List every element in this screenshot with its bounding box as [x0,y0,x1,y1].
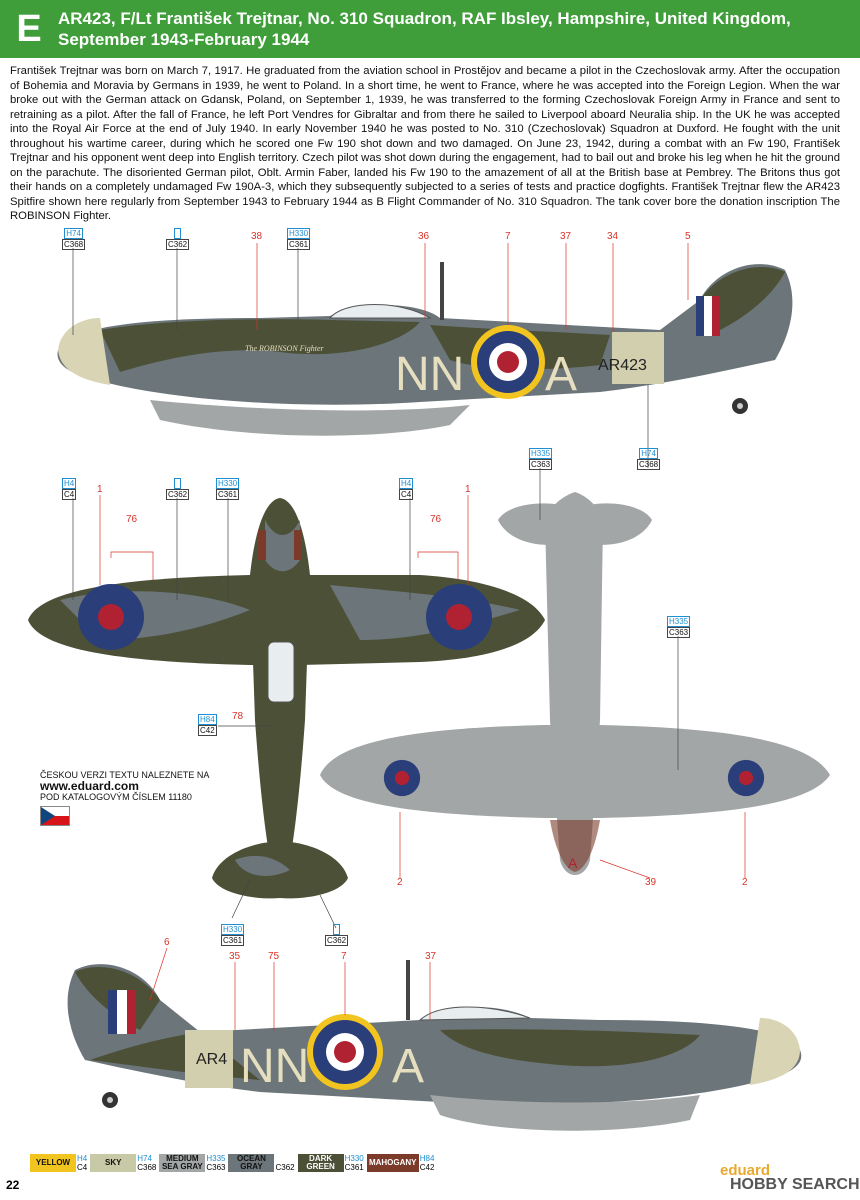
decal-number: 7 [341,951,347,962]
decal-number: 35 [229,951,241,962]
callout-h335-c363: H335 C363 [531,449,551,469]
decal-number: 1 [465,484,471,495]
callout-h330-c361: H330 C361 [289,229,309,249]
legend-chip-mahogany: MAHOGANY H84 C42 [367,1154,436,1172]
decal-number: 1 [97,484,103,495]
tank-inscription: The ROBINSON Fighter [245,344,324,353]
callout-c362: C362 [166,228,189,250]
decal-number: 37 [560,231,572,242]
fuselage-code-left: NN [395,348,465,401]
right-serial: AR4 [196,1051,228,1068]
callout-h335-c363-b: H335 C363 [669,617,689,637]
legend-chip-yellow: YELLOW H4 C4 [30,1154,88,1172]
right-code-left: NN [240,1040,310,1093]
decal-number: 78 [232,711,244,722]
callout-c362-b: C362 [166,478,189,500]
right-side-profile [68,960,802,1131]
czech-note-url[interactable]: www.eduard.com [40,779,139,793]
decal-number: 75 [268,951,280,962]
decal-number: 36 [418,231,430,242]
decal-number: 38 [251,231,263,242]
decal-number: 5 [685,231,691,242]
eduard-logo: eduard [720,1162,771,1179]
scheme-title: AR423, F/Lt František Trejtnar, No. 310 Squadron, RAF Ibsley, Hampshire, United Kingdom, September 1943-February 1944 [58,9,791,49]
legend-chip-ocean-gray: OCEAN GRAY C362 [228,1154,295,1172]
callout-h84-c42: H84 C42 [200,715,215,735]
paint-legend [30,1154,437,1172]
legend-chip-medium-sea-gray: MEDIUM SEA GRAY H335 C363 [159,1154,226,1172]
callout-h4-c4: H4 C4 [64,479,75,499]
czech-flag [40,806,70,826]
callout-c362-c: C362 [325,924,348,946]
scheme-letter: E [16,8,42,50]
czech-note-line2: POD KATALOGOVÝM ČÍSLEM 11180 [40,792,192,802]
decal-number: 2 [397,877,403,888]
decal-number: 76 [126,514,138,525]
legend-chip-dark-green: DARK GREEN H330 C361 [298,1154,365,1172]
czech-version-note [40,770,209,803]
lower-surface-view [320,492,830,875]
callout-h330-c361-b: H330 C361 [218,479,238,499]
decal-number: 76 [430,514,442,525]
decal-number: 34 [607,231,619,242]
pilot-description: František Trejtnar was born on March 7, 1917. He graduated from the aviation school in Prostějov and became a pilot in the Czechoslovak army. After the occupation of Bohemia and Moravia by Germans in 1939, he went to Poland. In a short time, he went to France, where he was accepted into the Foreign Legion. When the war broke out with the German attack on Gdansk, Poland, on September 1, 1939, he was transferred to the forming Czechoslovak Foreign Army in France and sent to retraining as a pilot. After the fall of France, he left Port Vendres for Gibraltar and from there he sailed to Liverpool aboard Neuralia ship. In the UK he was accepted into the Royal Air Force at the end of July 1940. In early November 1940 he was posted to No. 310 (Czechoslovak) Squadron at Duxford. He fought with the unit throughout his wartime career, during which he scored one Fw 190 shot down and two damaged. On June 23, 1942, during a combat with an Fw 190, František Trejtnar and his opponent went deep into English territory. Czech pilot was shot down during the engagement, had to bail out and broke his leg when he hit the ground on the parachute. The disoriented German pilot, Oblt. Armin Faber, landed his Fw 190 to the amazement of all at the British base at Pembrey. The Britons thus got their hands on a completely undamaged Fw 190A-3, which they subsequently subjected to a series of tests and practice dogfights. František Trejtnar flew the AR423 Spitfire shown here regularly from September 1943 to February 1944 as B Flight Commander of No. 310 Squadron. The tank cover bore the donation inscription The ROBINSON Fighter. [10,65,840,222]
callout-h74-c368-b: H74 C368 [639,449,659,469]
czech-note-line1: ČESKOU VERZI TEXTU NALEZNETE NA [40,770,210,780]
decal-number: 39 [645,877,657,888]
decal-number: 2 [742,877,748,888]
lower-code-letter: A [568,855,578,871]
legend-chip-sky: SKY H74 C368 [90,1154,157,1172]
right-code-right: A [392,1040,425,1093]
upper-surface-view [28,498,545,898]
callout-h330-c361-c: H330 C361 [223,925,243,945]
decal-number: 6 [164,937,170,948]
callout-h74-c368: H74 C368 [64,229,84,249]
page-number: 22 [6,1178,20,1192]
callout-h4-c4-b: H4 C4 [401,479,412,499]
decal-number: 7 [505,231,511,242]
serial-number: AR423 [598,357,647,374]
decal-number: 37 [425,951,437,962]
fuselage-code-right: A [545,348,578,401]
hobby-search-watermark: HOBBY SEARCH [730,1176,860,1193]
